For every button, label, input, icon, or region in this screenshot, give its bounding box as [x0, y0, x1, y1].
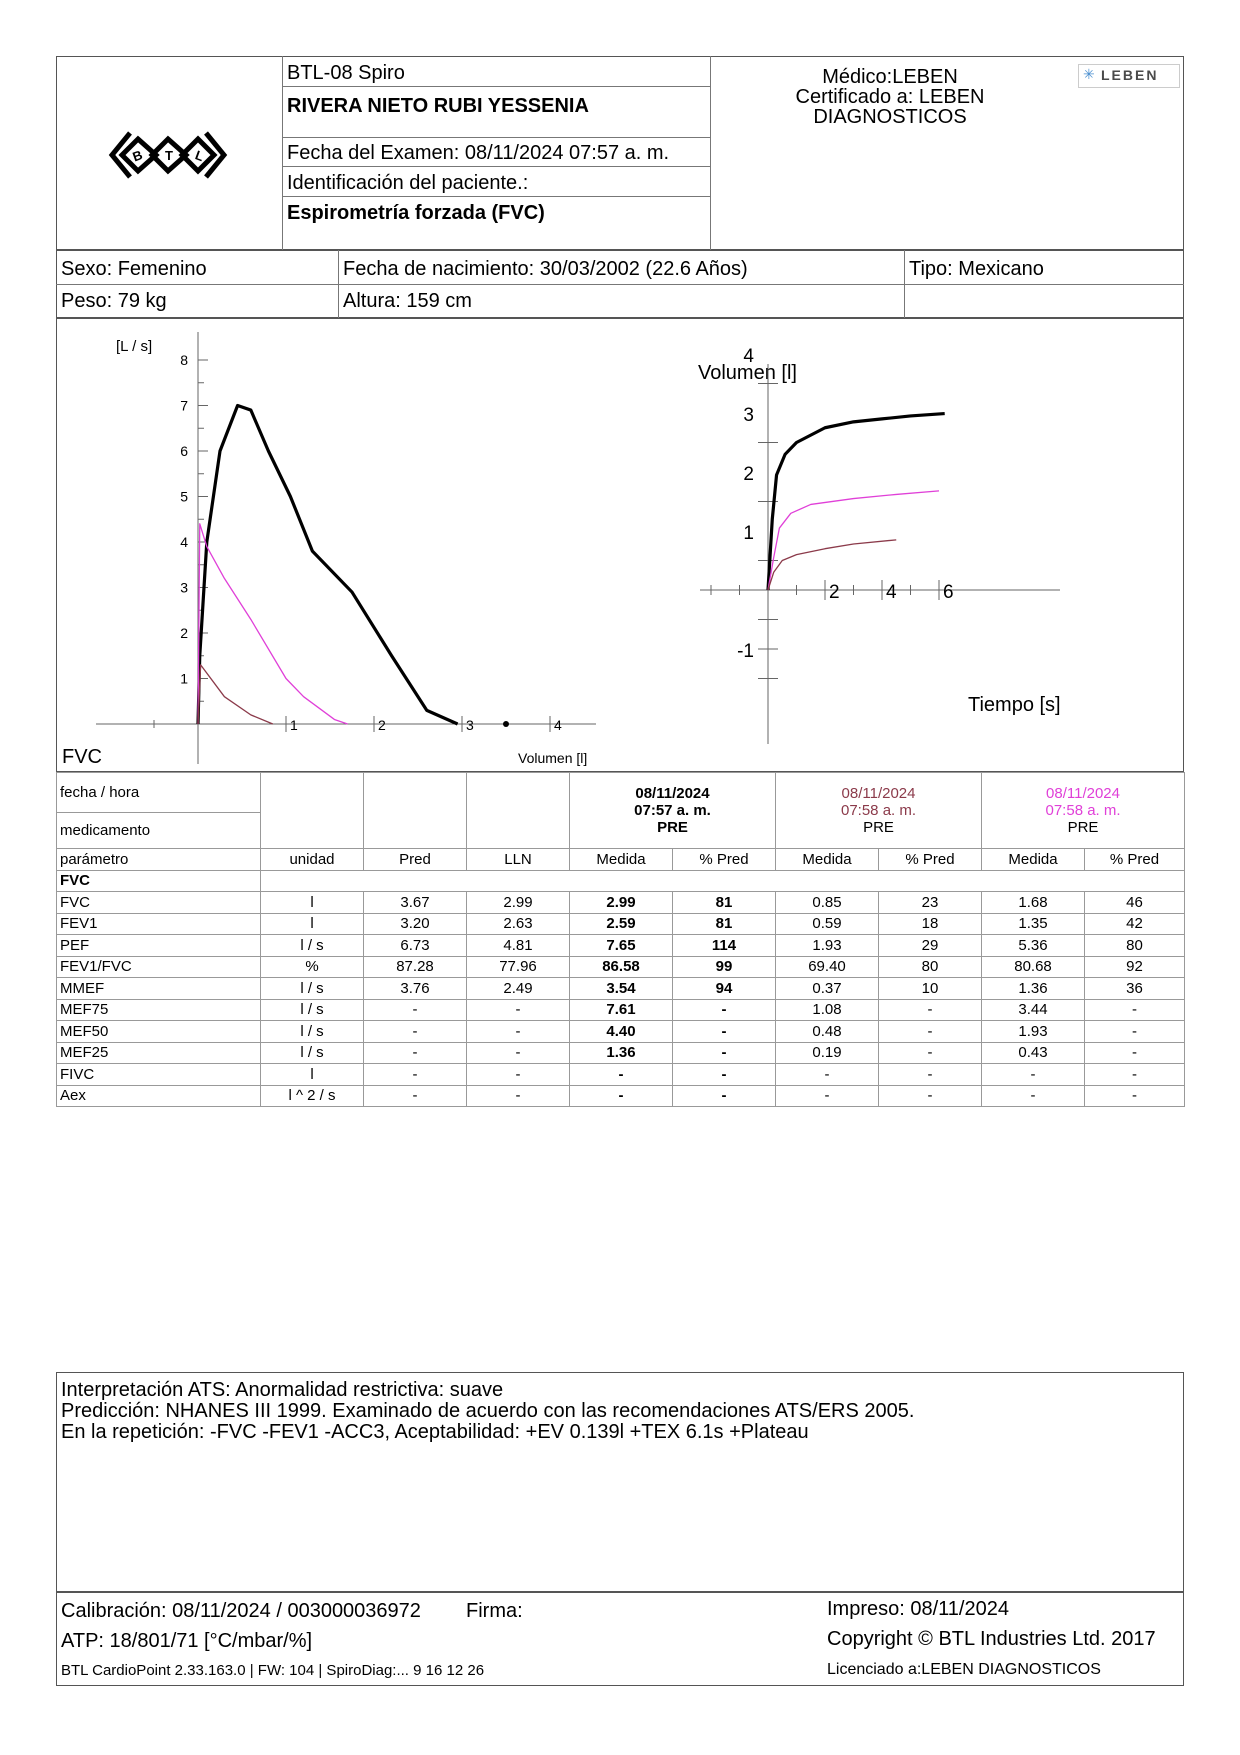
column-header: % Pred [879, 849, 982, 871]
flow-series-line-3 [198, 665, 273, 724]
table-cell: - [776, 1085, 879, 1107]
flow-y-tick-label: 3 [180, 579, 188, 596]
table-cell: MEF50 [57, 1021, 261, 1043]
flow-x-tick-label: 4 [554, 717, 562, 733]
table-cell: 86.58 [570, 956, 673, 978]
header-date-label: fecha / hora [57, 773, 261, 813]
table-row [57, 956, 1185, 978]
flow-series-line-1 [198, 406, 458, 725]
volume-ylabel: Volumen [l] [698, 362, 797, 384]
interpretation-line-2: Predicción: NHANES III 1999. Examinado de acuerdo con las recomendaciones ATS/ERS 2005. [61, 1400, 915, 1422]
atp: ATP: 18/801/71 [°C/mbar/%] [61, 1630, 313, 1652]
table-cell: FVC [57, 892, 261, 914]
table-cell: 2.99 [467, 892, 570, 914]
session-medication: PRE [863, 819, 894, 836]
table-cell: - [673, 999, 776, 1021]
table-cell: 80 [1085, 935, 1185, 957]
vol-y-tick-label: 3 [743, 405, 754, 426]
table-cell: 1.36 [982, 978, 1085, 1000]
table-cell: 1.08 [776, 999, 879, 1021]
table-header-row [57, 773, 1185, 813]
svg-text:T: T [165, 148, 173, 163]
column-header: parámetro [57, 849, 261, 871]
table-row [57, 999, 1185, 1021]
table-columns-row [57, 849, 1185, 871]
table-cell: 3.54 [570, 978, 673, 1000]
column-header: Pred [364, 849, 467, 871]
licensed-to: Licenciado a:LEBEN DIAGNOSTICOS [827, 1661, 1101, 1678]
table-cell: 10 [879, 978, 982, 1000]
session-date: 08/11/2024 [1046, 785, 1120, 802]
table-cell: - [1085, 1064, 1185, 1086]
table-cell: 94 [673, 978, 776, 1000]
table-cell: 3.20 [364, 913, 467, 935]
interpretation-line-3: En la repetición: -FVC -FEV1 -ACC3, Aceptabilidad: +EV 0.139l +TEX 6.1s +Plateau [61, 1421, 809, 1443]
vol-x-tick-label: 2 [829, 582, 840, 603]
column-header: % Pred [1085, 849, 1185, 871]
table-cell: 46 [1085, 892, 1185, 914]
device-name: BTL-08 Spiro [287, 62, 405, 84]
table-cell: - [879, 1085, 982, 1107]
table-cell: - [673, 1042, 776, 1064]
session-date: 08/11/2024 [841, 785, 916, 802]
patient-name: RIVERA NIETO RUBI YESSENIA [287, 95, 589, 117]
table-cell: - [364, 999, 467, 1021]
table-cell: - [673, 1064, 776, 1086]
table-cell: 2.49 [467, 978, 570, 1000]
table-cell: - [982, 1064, 1085, 1086]
vol-y-tick-label: 1 [743, 523, 754, 544]
table-cell: l / s [261, 935, 364, 957]
table-cell: - [1085, 1042, 1185, 1064]
table-cell: % [261, 956, 364, 978]
flow-x-tick-label: 1 [290, 717, 298, 733]
table-cell: Aex [57, 1085, 261, 1107]
table-cell: 0.19 [776, 1042, 879, 1064]
leben-logo [1078, 64, 1180, 88]
vol-x-tick-label: 4 [886, 582, 897, 603]
table-row [57, 978, 1185, 1000]
patient-id: Identificación del paciente.: [287, 172, 529, 194]
results-table [56, 772, 1185, 1107]
table-cell: l / s [261, 1021, 364, 1043]
session-date: 08/11/2024 [635, 785, 710, 802]
table-row [57, 1064, 1185, 1086]
table-cell: - [364, 1042, 467, 1064]
table-cell: l [261, 892, 364, 914]
copyright: Copyright © BTL Industries Ltd. 2017 [827, 1628, 1156, 1650]
table-cell: 87.28 [364, 956, 467, 978]
table-cell: - [673, 1085, 776, 1107]
table-cell: 81 [673, 913, 776, 935]
table-cell: 1.35 [982, 913, 1085, 935]
table-cell: 3.67 [364, 892, 467, 914]
table-cell: 69.40 [776, 956, 879, 978]
section-empty-cell [261, 870, 1185, 892]
volume-time-chart [700, 340, 1120, 760]
printed-date: Impreso: 08/11/2024 [827, 1598, 1009, 1620]
table-cell: 114 [673, 935, 776, 957]
vol-x-tick-label: 6 [943, 582, 954, 603]
table-cell: 1.93 [982, 1021, 1085, 1043]
fvc-label: FVC [62, 746, 102, 768]
table-cell: 36 [1085, 978, 1185, 1000]
session-medication: PRE [657, 819, 688, 836]
table-cell: 1.93 [776, 935, 879, 957]
svg-text:L: L [193, 147, 206, 165]
patient-type: Tipo: Mexicano [909, 258, 1044, 280]
table-cell: - [673, 1021, 776, 1043]
table-cell: l / s [261, 1042, 364, 1064]
table-cell: l / s [261, 978, 364, 1000]
flow-ylabel: [L / s] [116, 338, 153, 355]
patient-birth: Fecha de nacimiento: 30/03/2002 (22.6 Años) [343, 258, 748, 280]
svg-text:B: B [130, 147, 145, 165]
table-row [57, 1042, 1185, 1064]
table-cell: 80.68 [982, 956, 1085, 978]
table-cell: 81 [673, 892, 776, 914]
table-cell: - [879, 1042, 982, 1064]
column-header: Medida [776, 849, 879, 871]
session-time: 07:57 a. m. [634, 802, 711, 819]
table-cell: - [879, 1021, 982, 1043]
table-cell: MMEF [57, 978, 261, 1000]
patient-weight: Peso: 79 kg [61, 290, 167, 312]
calibration: Calibración: 08/11/2024 / 003000036972 [61, 1600, 421, 1622]
column-header: Medida [982, 849, 1085, 871]
column-header: LLN [467, 849, 570, 871]
flow-y-tick-label: 4 [180, 534, 188, 550]
column-header: % Pred [673, 849, 776, 871]
table-cell: FIVC [57, 1064, 261, 1086]
table-cell: - [879, 1064, 982, 1086]
table-cell: MEF25 [57, 1042, 261, 1064]
table-cell: l / s [261, 999, 364, 1021]
doctor: Médico:LEBEN [822, 66, 958, 88]
table-cell: 0.37 [776, 978, 879, 1000]
header-empty-cell [364, 773, 467, 849]
table-section-row [57, 870, 1185, 892]
exam-date: Fecha del Examen: 08/11/2024 07:57 a. m. [287, 142, 670, 164]
btl-logo [108, 125, 228, 185]
table-cell: PEF [57, 935, 261, 957]
table-cell: MEF75 [57, 999, 261, 1021]
session-header-2 [776, 773, 982, 849]
flow-volume-chart [56, 318, 626, 772]
table-row [57, 935, 1185, 957]
table-cell: - [982, 1085, 1085, 1107]
table-cell: 2.99 [570, 892, 673, 914]
table-row [57, 892, 1185, 914]
table-cell: 77.96 [467, 956, 570, 978]
table-cell: 0.85 [776, 892, 879, 914]
table-cell: - [467, 1042, 570, 1064]
table-cell: 42 [1085, 913, 1185, 935]
table-cell: l ^ 2 / s [261, 1085, 364, 1107]
table-cell: 7.61 [570, 999, 673, 1021]
table-cell: - [364, 1021, 467, 1043]
flow-y-tick-label: 2 [180, 625, 188, 641]
session-header-1 [570, 773, 776, 849]
table-cell: 23 [879, 892, 982, 914]
table-cell: - [1085, 1085, 1185, 1107]
test-type: Espirometría forzada (FVC) [287, 202, 545, 224]
table-cell: - [467, 1064, 570, 1086]
column-header: Medida [570, 849, 673, 871]
table-cell: 4.81 [467, 935, 570, 957]
table-cell: - [364, 1085, 467, 1107]
session-time: 07:58 a. m. [840, 802, 917, 819]
table-row [57, 913, 1185, 935]
table-cell: FEV1/FVC [57, 956, 261, 978]
vol-y-tick-label: 2 [743, 464, 754, 485]
table-cell: 29 [879, 935, 982, 957]
table-cell: 4.40 [570, 1021, 673, 1043]
flow-y-tick-label: 1 [180, 670, 188, 687]
table-cell: - [570, 1085, 673, 1107]
flow-marker-dot [503, 721, 509, 727]
session-header-3 [982, 773, 1185, 849]
table-cell: - [879, 999, 982, 1021]
session-medication: PRE [1067, 819, 1099, 836]
vol-y-tick-label: -1 [737, 641, 754, 662]
table-cell: 99 [673, 956, 776, 978]
table-cell: 2.63 [467, 913, 570, 935]
table-cell: 80 [879, 956, 982, 978]
flow-xlabel: Volumen [l] [518, 750, 588, 766]
vol-y-tick-label: 4 [743, 346, 754, 367]
session-time: 07:58 a. m. [1045, 802, 1121, 819]
header-medication-label: medicamento [57, 813, 261, 849]
certified-to-2: DIAGNOSTICOS [813, 106, 967, 128]
flow-x-tick-label: 3 [466, 717, 474, 733]
table-cell: 6.73 [364, 935, 467, 957]
section-label: FVC [57, 870, 261, 892]
leben-star-icon: ✳ [1083, 66, 1095, 82]
table-cell: 92 [1085, 956, 1185, 978]
flow-series-line-2 [198, 524, 348, 724]
patient-height: Altura: 159 cm [343, 290, 472, 312]
header-empty-cell [261, 773, 364, 849]
table-cell: 0.43 [982, 1042, 1085, 1064]
flow-y-tick-label: 6 [180, 443, 188, 459]
flow-y-tick-label: 5 [180, 488, 188, 505]
table-cell: 0.48 [776, 1021, 879, 1043]
table-cell: 1.36 [570, 1042, 673, 1064]
table-cell: - [467, 1085, 570, 1107]
table-cell: - [776, 1064, 879, 1086]
flow-y-tick-label: 8 [180, 352, 188, 368]
table-cell: - [364, 1064, 467, 1086]
flow-x-tick-label: 2 [378, 717, 386, 733]
vol-series-line-1 [768, 414, 945, 590]
header-empty-cell [467, 773, 570, 849]
certified-to: Certificado a: LEBEN [795, 86, 985, 108]
table-cell: - [570, 1064, 673, 1086]
time-xlabel: Tiempo [s] [968, 694, 1061, 716]
table-cell: FEV1 [57, 913, 261, 935]
table-cell: 2.59 [570, 913, 673, 935]
table-cell: - [467, 999, 570, 1021]
interpretation-line-1: Interpretación ATS: Anormalidad restrictiva: suave [61, 1379, 504, 1401]
table-cell: 0.59 [776, 913, 879, 935]
table-cell: l [261, 1064, 364, 1086]
table-cell: 18 [879, 913, 982, 935]
vol-series-line-2 [768, 491, 939, 590]
leben-logo-text: LEBEN [1101, 67, 1159, 83]
table-cell: 3.76 [364, 978, 467, 1000]
signature-label: Firma: [466, 1600, 523, 1622]
table-cell: 7.65 [570, 935, 673, 957]
table-cell: 3.44 [982, 999, 1085, 1021]
table-cell: - [1085, 999, 1185, 1021]
patient-sex: Sexo: Femenino [61, 258, 207, 280]
table-cell: - [1085, 1021, 1185, 1043]
flow-y-tick-label: 7 [180, 397, 188, 414]
table-cell: 5.36 [982, 935, 1085, 957]
table-cell: - [467, 1021, 570, 1043]
table-cell: 1.68 [982, 892, 1085, 914]
column-header: unidad [261, 849, 364, 871]
software-version: BTL CardioPoint 2.33.163.0 | FW: 104 | SpiroDiag:... 9 16 12 26 [61, 1662, 485, 1679]
table-row [57, 1021, 1185, 1043]
table-row [57, 1085, 1185, 1107]
table-cell: l [261, 913, 364, 935]
